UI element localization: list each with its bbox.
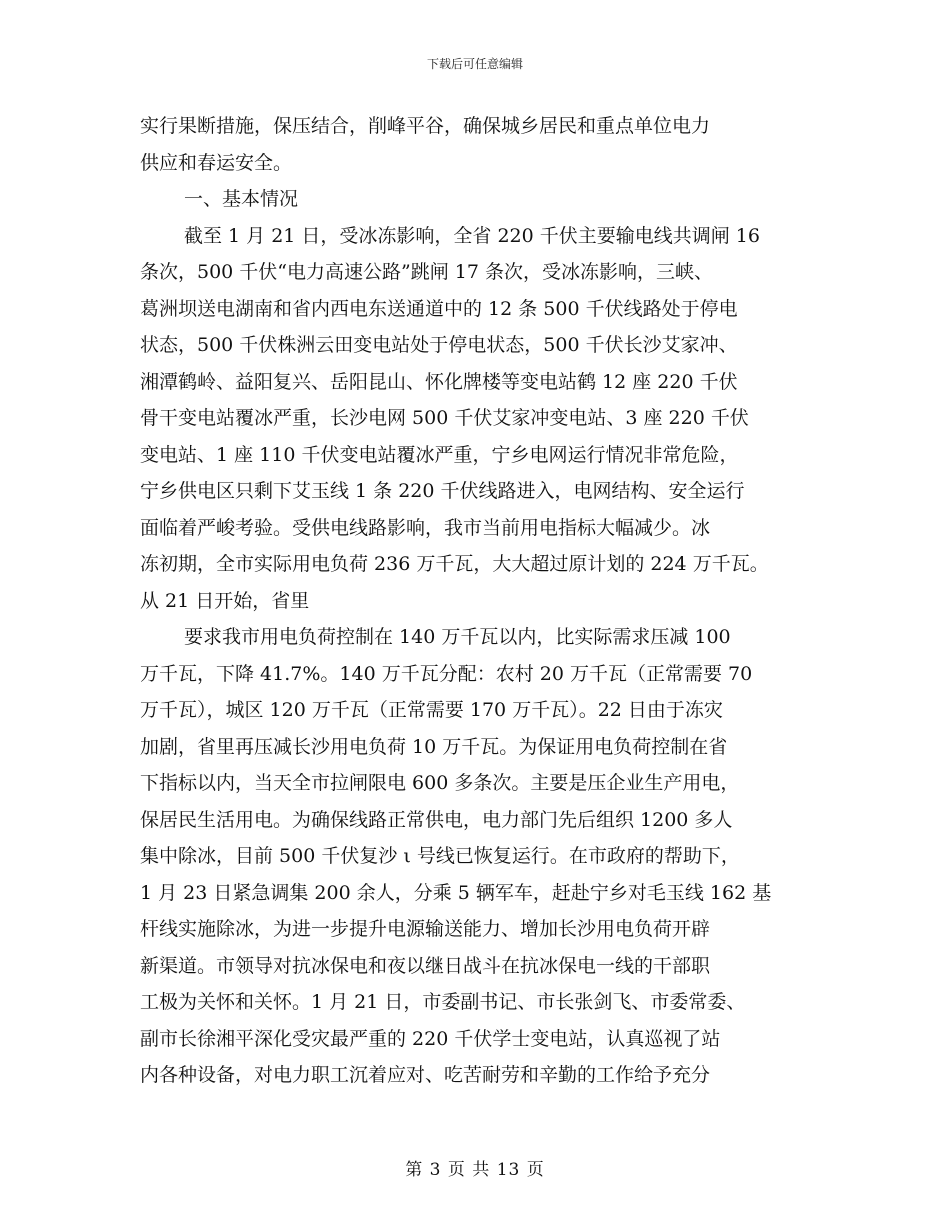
text-line: 供应和春运安全。 <box>140 151 293 174</box>
text-line: 冻初期，全市实际用电负荷 236 万千瓦，大大超过原计划的 224 万千瓦。 <box>140 553 769 575</box>
text-line: 杆线实施除冰，为进一步提升电源输送能力、增加长沙用电负荷开辟 <box>140 918 711 940</box>
text-line: 面临着严峻考验。受供电线路影响，我市当前用电指标大幅减少。冰 <box>140 516 711 539</box>
text-line: 万千瓦），城区 120 万千瓦（正常需要 170 万千瓦）。22 日由于冻灾 <box>140 699 723 721</box>
text-line: 骨干变电站覆冰严重，长沙电网 500 千伏艾家冲变电站、3 座 220 千伏 <box>140 407 749 429</box>
section-heading: 一、基本情况 <box>184 188 299 210</box>
text-line: 万千瓦，下降 41.7%。140 万千瓦分配：农村 20 万千瓦（正常需要 70 <box>140 662 753 685</box>
text-line: 状态，500 千伏株洲云田变电站处于停电状态，500 千伏长沙艾家冲、 <box>140 334 738 356</box>
text-line: 加剧，省里再压减长沙用电负荷 10 万千瓦。为保证用电负荷控制在省 <box>140 735 728 758</box>
text-line: 条次，500 千伏“电力高速公路”跳闸 17 条次，受冰冻影响，三峡、 <box>140 261 713 283</box>
text-line: 1 月 23 日紧急调集 200 余人，分乘 5 辆军车，赶赴宁乡对毛玉线 162 基 <box>140 881 772 904</box>
text-line: 保居民生活用电。为确保线路正常供电，电力部门先后组织 1200 多人 <box>140 808 733 831</box>
text-line: 截至 1 月 21 日，受冰冻影响，全省 220 千伏主要输电线共调闸 16 <box>184 224 760 247</box>
document-body <box>140 108 820 1094</box>
text-line: 湘潭鹤岭、益阳复兴、岳阳昆山、怀化牌楼等变电站鹤 12 座 220 千伏 <box>140 370 738 393</box>
text-line: 内各种设备，对电力职工沉着应对、吃苦耐劳和辛勤的工作给予充分 <box>140 1064 711 1086</box>
text-line: 实行果断措施，保压结合，削峰平谷，确保城乡居民和重点单位电力 <box>140 115 711 137</box>
text-line: 变电站、1 座 110 千伏变电站覆冰严重，宁乡电网运行情况非常危险， <box>140 443 739 466</box>
text-line: 下指标以内，当天全市拉闸限电 600 多条次。主要是压企业生产用电， <box>140 772 740 794</box>
text-line: 副市长徐湘平深化受灾最严重的 220 千伏学士变电站，认真巡视了站 <box>140 1027 721 1050</box>
text-line: 集中除冰，目前 500 千伏复沙 ι 号线已恢复运行。在市政府的帮助下， <box>140 845 740 867</box>
text-line: 工极为关怀和关怀。1 月 21 日，市委副书记、市长张剑飞、市委常委、 <box>140 991 746 1013</box>
text-line: 要求我市用电负荷控制在 140 万千瓦以内，比实际需求压减 100 <box>184 626 731 648</box>
text-line: 新渠道。市领导对抗冰保电和夜以继日战斗在抗冰保电一线的干部职 <box>140 954 711 977</box>
page-header-note: 下载后可任意编辑 <box>426 57 523 71</box>
page-number-footer: 第 3 页 共 13 页 <box>405 1160 545 1180</box>
text-line: 从 21 日开始，省里 <box>140 589 310 612</box>
text-line: 宁乡供电区只剩下艾玉线 1 条 220 千伏线路进入，电网结构、安全运行 <box>140 480 745 502</box>
text-line: 葛洲坝送电湖南和省内西电东送通道中的 12 条 500 千伏线路处于停电 <box>140 297 738 320</box>
